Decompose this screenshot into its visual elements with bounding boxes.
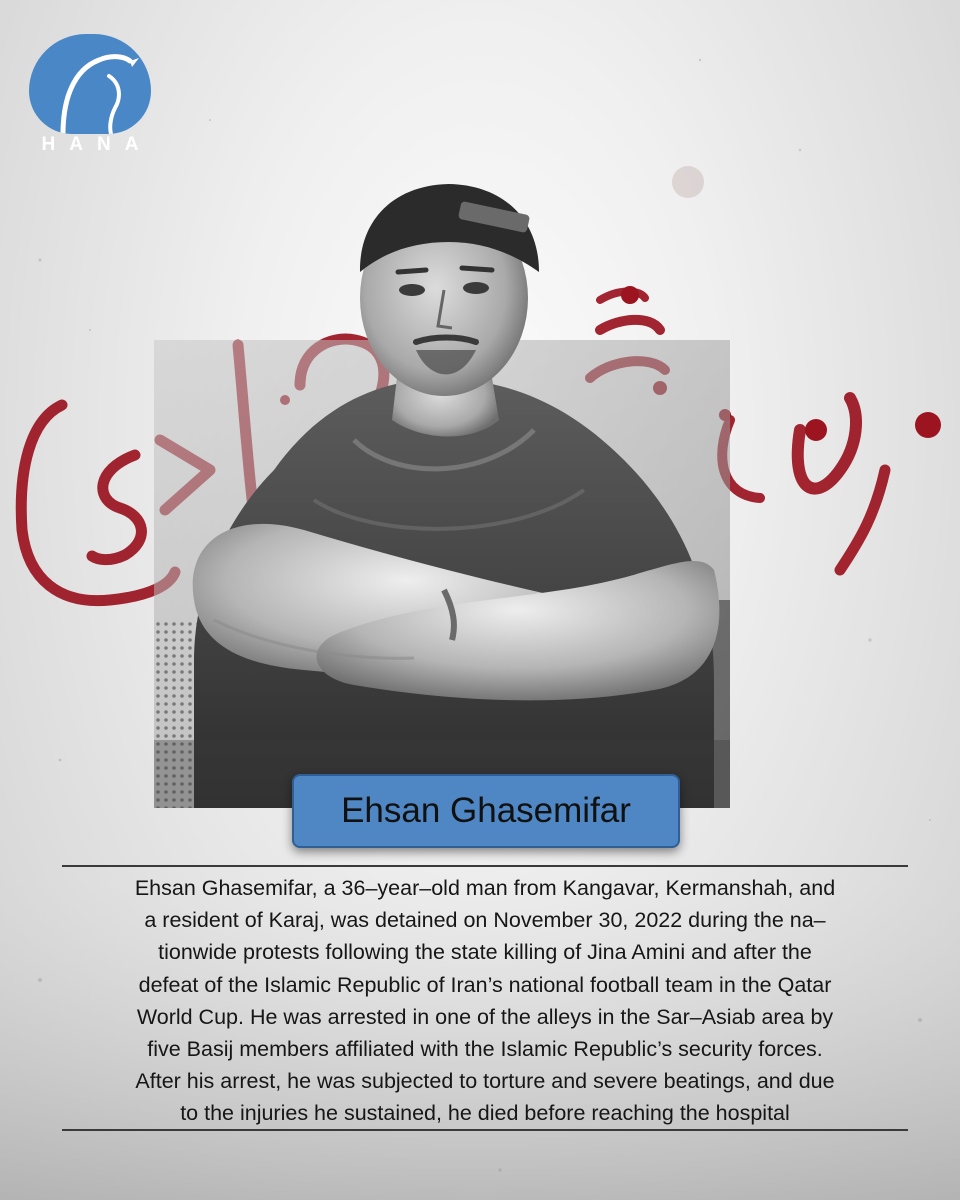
divider-bottom (62, 1129, 908, 1131)
caption-line: five Basij members affiliated with the Islamic Republic’s security forces. (147, 1037, 823, 1062)
dove-logo-icon (29, 34, 151, 134)
caption-line: Ehsan Ghasemifar, a 36–year–old man from Kangavar, Kermanshah, and (134, 876, 836, 900)
divider-top (62, 865, 908, 867)
portrait-photo (154, 180, 730, 808)
caption-line: World Cup. He was arrested in one of the alleys in the Sar–Asiab area by (136, 1004, 834, 1029)
brand-wordmark: HANA (41, 134, 153, 155)
person-name: Ehsan Ghasemifar (341, 791, 631, 830)
caption-text (62, 872, 908, 1130)
name-banner (292, 774, 680, 848)
caption-line: After his arrest, he was subjected to torture and severe beatings, and due (135, 1069, 835, 1094)
caption-line: tionwide protests following the state killing of Jina Amini and after the (158, 940, 812, 965)
caption-line: to the injuries he sustained, he died before reaching the hospital (180, 1101, 790, 1126)
caption-line: a resident of Karaj, was detained on November 30, 2022 during the na– (144, 908, 826, 933)
caption-line: defeat of the Islamic Republic of Iran’s national football team in the Qatar (138, 972, 832, 997)
hana-logo (26, 34, 154, 164)
